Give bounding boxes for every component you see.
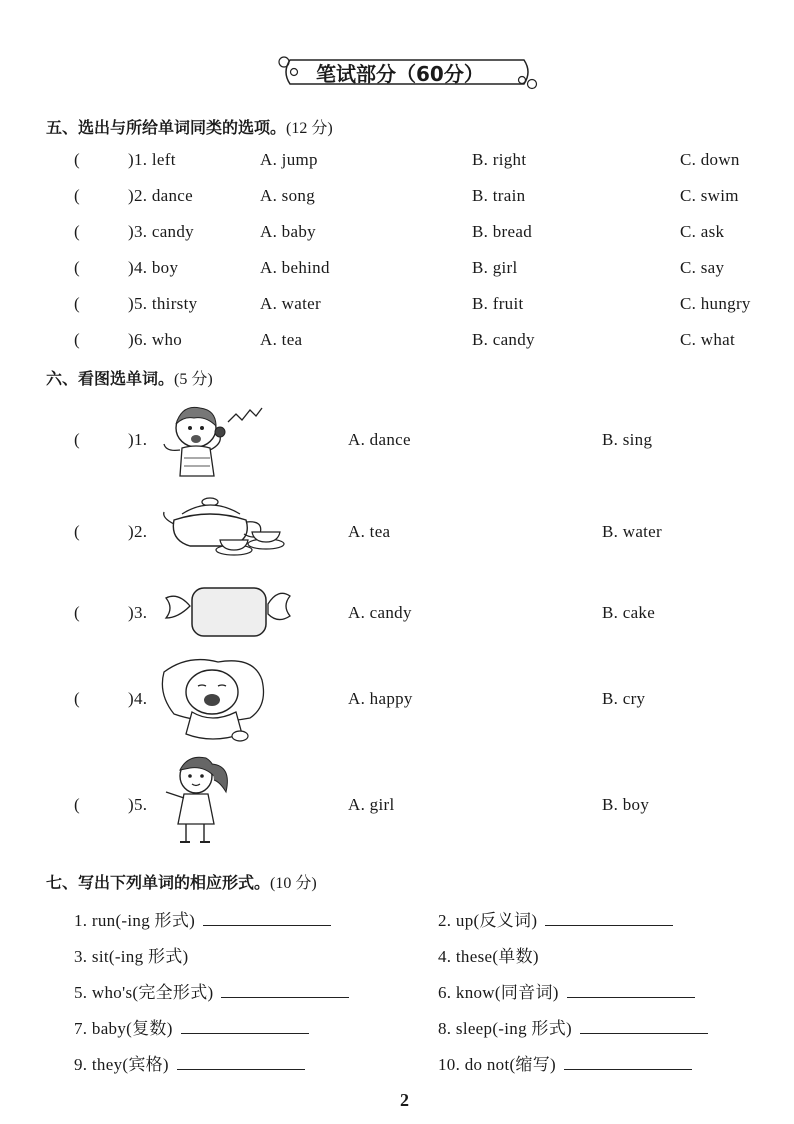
fill-in-item-right bbox=[438, 906, 673, 931]
item-text: 4. these(单数) bbox=[438, 947, 539, 966]
option-b: B. cry bbox=[602, 689, 646, 708]
answer-blank[interactable]: ( bbox=[74, 603, 80, 622]
option-c: C. hungry bbox=[680, 294, 751, 313]
answer-blank[interactable]: ( bbox=[74, 689, 80, 708]
option-b: B. train bbox=[472, 186, 526, 205]
answer-blank[interactable]: ( bbox=[74, 330, 80, 349]
answer-line[interactable] bbox=[181, 1019, 309, 1034]
option-b: B. fruit bbox=[472, 294, 524, 313]
section-title-banner bbox=[276, 52, 538, 92]
question-word: )6. who bbox=[128, 330, 183, 349]
option-c: C. say bbox=[680, 258, 725, 277]
fill-in-item-left bbox=[74, 906, 331, 931]
option-a: A. water bbox=[260, 294, 321, 313]
option-a: A. dance bbox=[348, 430, 411, 449]
crying-baby-illustration bbox=[158, 654, 270, 744]
answer-line[interactable] bbox=[545, 911, 673, 926]
answer-blank[interactable]: ( bbox=[74, 150, 80, 169]
answer-line[interactable] bbox=[177, 1055, 305, 1070]
item-text: 7. baby(复数) bbox=[74, 1019, 173, 1038]
question-word: )2. dance bbox=[128, 186, 193, 205]
answer-blank[interactable]: ( bbox=[74, 222, 80, 241]
fill-in-item-left bbox=[74, 1050, 305, 1075]
item-text: 9. they(宾格) bbox=[74, 1055, 169, 1074]
answer-line[interactable] bbox=[580, 1019, 708, 1034]
option-b: B. right bbox=[472, 150, 527, 169]
question-word: )4. boy bbox=[128, 258, 179, 277]
item-text: 1. run(-ing 形式) bbox=[74, 911, 196, 930]
question-word: )5. thirsty bbox=[128, 294, 198, 313]
answer-blank[interactable]: ( bbox=[74, 430, 80, 449]
option-a: A. candy bbox=[348, 603, 412, 622]
section5-heading-text: 五、选出与所给单词同类的选项。 bbox=[46, 118, 287, 137]
question-number: )5. bbox=[128, 795, 148, 814]
fill-in-item-left bbox=[74, 942, 189, 967]
girl-pointing-illustration bbox=[162, 752, 236, 848]
section7-heading-text: 七、写出下列单词的相应形式。 bbox=[46, 873, 271, 892]
option-a: A. tea bbox=[348, 522, 391, 541]
question-number: )2. bbox=[128, 522, 148, 541]
answer-blank[interactable]: ( bbox=[74, 795, 80, 814]
answer-line[interactable] bbox=[221, 983, 349, 998]
question-word: )3. candy bbox=[128, 222, 194, 241]
candy-illustration bbox=[160, 582, 292, 642]
option-c: C. what bbox=[680, 330, 735, 349]
option-b: B. cake bbox=[602, 603, 656, 622]
page-number: 2 bbox=[400, 1090, 409, 1110]
item-text: 2. up(反义词) bbox=[438, 911, 538, 930]
section6-heading bbox=[46, 366, 213, 389]
option-c: C. ask bbox=[680, 222, 725, 241]
answer-blank[interactable]: ( bbox=[74, 186, 80, 205]
item-text: 5. who's(完全形式) bbox=[74, 983, 214, 1002]
fill-in-item-right bbox=[438, 978, 695, 1003]
option-a: A. tea bbox=[260, 330, 303, 349]
question-number: )4. bbox=[128, 689, 148, 708]
section7-heading bbox=[46, 870, 317, 893]
option-b: B. bread bbox=[472, 222, 532, 241]
section6-points: (5 分) bbox=[174, 371, 213, 388]
answer-blank[interactable]: ( bbox=[74, 258, 80, 277]
option-b: B. sing bbox=[602, 430, 653, 449]
question-number: )1. bbox=[128, 430, 148, 449]
fill-in-item-right bbox=[438, 942, 539, 967]
item-text: 10. do not(缩写) bbox=[438, 1055, 556, 1074]
boy-singing-illustration bbox=[158, 400, 268, 480]
section5-heading bbox=[46, 115, 333, 138]
teapot-illustration bbox=[160, 490, 288, 568]
section5-points: (12 分) bbox=[286, 120, 333, 137]
section6-heading-text: 六、看图选单词。 bbox=[46, 369, 175, 388]
option-b: B. candy bbox=[472, 330, 535, 349]
option-a: A. jump bbox=[260, 150, 318, 169]
fill-in-item-right bbox=[438, 1050, 692, 1075]
answer-blank[interactable]: ( bbox=[74, 294, 80, 313]
question-number: )3. bbox=[128, 603, 148, 622]
answer-line[interactable] bbox=[567, 983, 695, 998]
answer-line[interactable] bbox=[564, 1055, 692, 1070]
option-c: C. swim bbox=[680, 186, 739, 205]
option-b: B. boy bbox=[602, 795, 650, 814]
option-a: A. baby bbox=[260, 222, 316, 241]
fill-in-item-right bbox=[438, 1014, 708, 1039]
item-text: 3. sit(-ing 形式) bbox=[74, 947, 189, 966]
page-title: 笔试部分（60分） bbox=[316, 62, 484, 86]
item-text: 8. sleep(-ing 形式) bbox=[438, 1019, 572, 1038]
option-b: B. girl bbox=[472, 258, 518, 277]
fill-in-item-left bbox=[74, 978, 349, 1003]
question-word: )1. left bbox=[128, 150, 176, 169]
option-a: A. happy bbox=[348, 689, 413, 708]
answer-line[interactable] bbox=[203, 911, 331, 926]
option-c: C. down bbox=[680, 150, 740, 169]
option-a: A. behind bbox=[260, 258, 330, 277]
section7-points: (10 分) bbox=[270, 875, 317, 892]
item-text: 6. know(同音词) bbox=[438, 983, 559, 1002]
option-a: A. girl bbox=[348, 795, 395, 814]
option-a: A. song bbox=[260, 186, 315, 205]
fill-in-item-left bbox=[74, 1014, 309, 1039]
option-b: B. water bbox=[602, 522, 662, 541]
answer-blank[interactable]: ( bbox=[74, 522, 80, 541]
